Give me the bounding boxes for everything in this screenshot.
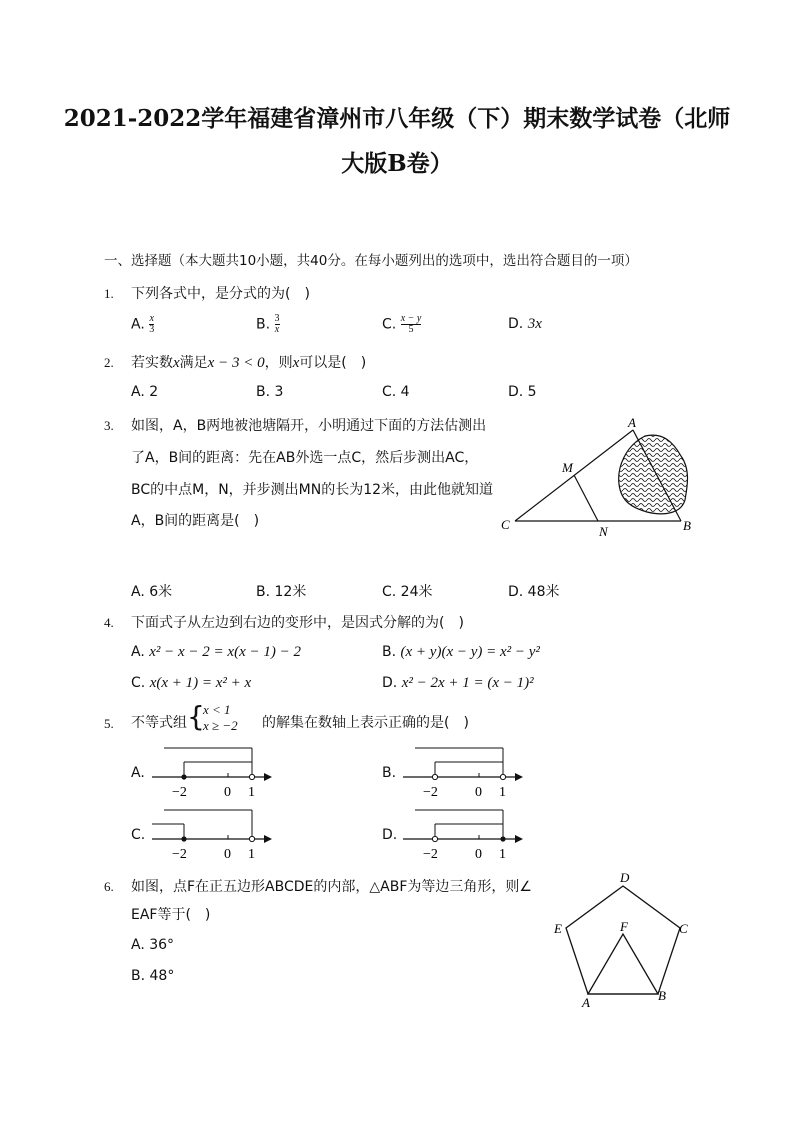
svg-text:−2: −2 — [172, 847, 187, 862]
label-b: B — [683, 518, 691, 533]
q1-stem: 下列各式中，是分式的为( ) — [131, 286, 310, 302]
q4-stem: 下面式子从左边到右边的变形中，是因式分解的为( ) — [131, 615, 464, 631]
svg-text:0: 0 — [475, 785, 482, 800]
system-brace: { — [187, 700, 205, 733]
svg-text:0: 0 — [475, 847, 482, 862]
label-a: A — [628, 415, 636, 430]
q3-stem-line4: A，B间的距离是( ) — [131, 513, 260, 529]
q3-stem-line2: 了A，B间的距离：先在AB外选一点C，然后步测出AC， — [131, 450, 479, 466]
q6-pentagon-figure — [552, 872, 702, 1012]
pentagon-abcde — [566, 886, 680, 994]
q3-option-c: C. 24米 — [382, 584, 433, 600]
q3-option-a: A. 6米 — [131, 584, 173, 600]
label-e: E — [554, 921, 562, 936]
label-m: M — [562, 460, 573, 475]
svg-text:1: 1 — [248, 785, 255, 800]
svg-text:1: 1 — [248, 847, 255, 862]
pond-shape — [619, 435, 688, 514]
label-d: D — [620, 872, 630, 885]
q2-option-a: A. 2 — [131, 384, 159, 400]
svg-text:0: 0 — [224, 847, 231, 862]
label-n: N — [599, 524, 608, 539]
q5-number-line-a — [148, 742, 278, 804]
q2-option-b: B. 3 — [256, 384, 284, 400]
q5-number-line-d — [399, 804, 529, 866]
q4-number: 4. — [104, 615, 114, 630]
paper-title-line2: 大版B卷） — [341, 150, 453, 177]
line-mn — [574, 475, 598, 521]
label-a: A — [582, 995, 590, 1010]
label-c: C — [501, 517, 510, 532]
q3-triangle-figure — [495, 412, 705, 542]
q5-inequality-2: x ≥ −2 — [203, 718, 238, 733]
q5-number: 5. — [104, 716, 114, 731]
paper-title-line1: 2021-2022学年福建省漳州市八年级（下）期末数学试卷（北师 — [63, 105, 731, 132]
q5-number-line-b — [399, 742, 529, 804]
q1-option-d: D. 3x — [508, 316, 542, 332]
svg-text:−2: −2 — [423, 847, 438, 862]
q5-option-a-label: A. — [131, 765, 145, 781]
label-b: B — [658, 988, 666, 1003]
q3-stem-line3: BC的中点M，N，并步测出MN的长为12米，由此他就知道 — [131, 482, 494, 498]
q6-option-a: A. 36° — [131, 937, 175, 953]
section-heading: 一、选择题（本大题共10小题，共40分。在每小题列出的选项中，选出符合题目的一项） — [104, 253, 638, 269]
q2-option-c: C. 4 — [382, 384, 410, 400]
q5-option-c-label: C. — [131, 827, 146, 843]
q1-option-a: A. $\frac{x}{3}$ — [131, 313, 155, 335]
svg-text:−2: −2 — [172, 785, 187, 800]
q3-option-b: B. 12米 — [256, 584, 307, 600]
q6-stem-line2: EAF等于( ) — [131, 907, 211, 923]
q5-number-line-c — [148, 804, 278, 866]
q6-stem-line1: 如图，点F在正五边形ABCDE的内部，△ABF为等边三角形，则∠ — [131, 879, 532, 895]
q3-option-d: D. 48米 — [508, 584, 560, 600]
q2-option-d: D. 5 — [508, 384, 537, 400]
label-f: F — [620, 919, 628, 934]
q6-option-b: B. 48° — [131, 968, 175, 984]
svg-text:0: 0 — [224, 785, 231, 800]
label-c: C — [679, 921, 688, 936]
q5-option-d-label: D. — [382, 827, 398, 843]
q6-number: 6. — [104, 879, 114, 894]
q1-option-b: B. $\frac{3}{x}$ — [256, 313, 280, 335]
svg-text:−2: −2 — [423, 785, 438, 800]
q2-stem: 若实数x满足x − 3 < 0，则x可以是( ) — [131, 355, 367, 371]
triangle-abf — [588, 934, 658, 994]
q4-option-a: A. x² − x − 2 = x(x − 1) − 2 — [131, 644, 301, 660]
q1-number: 1. — [104, 286, 114, 301]
q5-stem-right: 的解集在数轴上表示正确的是( ) — [262, 715, 469, 731]
q4-option-d: D. x² − 2x + 1 = (x − 1)² — [382, 675, 534, 691]
q4-option-c: C. x(x + 1) = x² + x — [131, 675, 252, 691]
q5-option-b-label: B. — [382, 765, 397, 781]
q2-number: 2. — [104, 355, 114, 370]
svg-text:1: 1 — [499, 785, 506, 800]
svg-text:1: 1 — [499, 847, 506, 862]
q5-inequality-1: x < 1 — [203, 702, 231, 717]
q3-number: 3. — [104, 418, 114, 433]
q4-option-b: B. (x + y)(x − y) = x² − y² — [382, 644, 540, 660]
q5-stem-left: 不等式组 — [131, 715, 187, 731]
q1-option-c: C. $\frac{x - y}{5}$ — [382, 313, 422, 335]
q3-stem-line1: 如图，A，B两地被池塘隔开，小明通过下面的方法估测出 — [131, 418, 487, 434]
